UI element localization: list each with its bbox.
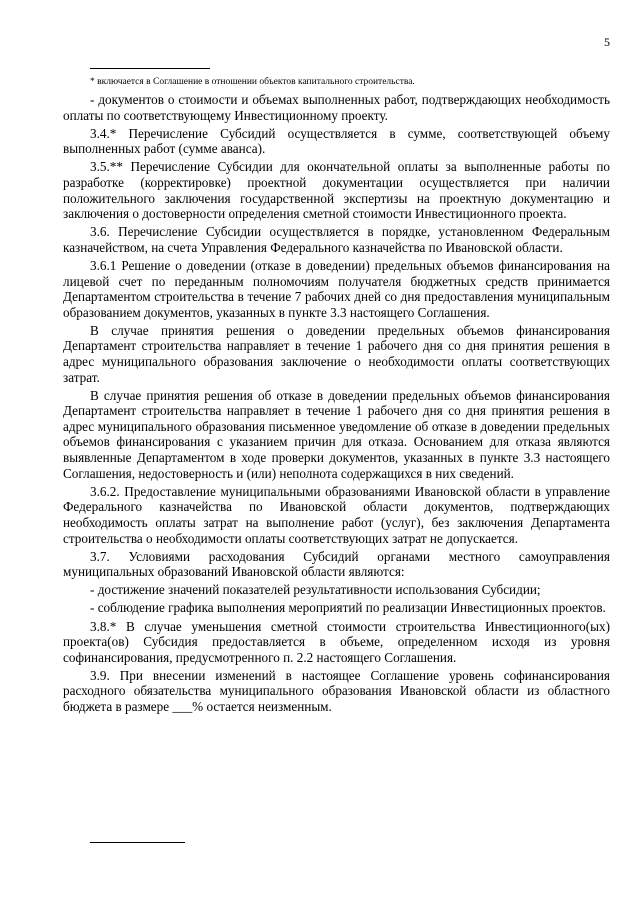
document-body xyxy=(63,92,610,717)
paragraph: В случае принятия решения об отказе в доведении предельных объемов финансирования Департамент строительства направляет в течение 1 рабочего дня со дня принятия решения в адрес муниципального образования письменное уведомление об отказе в доведении предельных объемов финансирования с указанием причин для отказа. Основанием для отказа являются выявленные Департаментом в ходе проверки документов, указанных в пункте 3.3 настоящего Соглашения, недостоверность и (или) неполнота содержащихся в них сведений. xyxy=(63,387,610,481)
paragraph: 3.9. При внесении изменений в настоящее Соглашение уровень софинансирования расходного обязательства муниципального образования Ивановской области из областного бюджета в размере ___% остается неизменным. xyxy=(63,667,610,714)
paragraph: - достижение значений показателей результативности использования Субсидии; xyxy=(90,582,541,598)
paragraph: 3.5.** Перечисление Субсидии для окончательной оплаты за выполненные работы по разработке (корректировке) проектной документации осуществляется при наличии положительного заключения государственной экспертизы на проектную документацию и заключения о достоверности определения сметной стоимости Инвестиционного проекта. xyxy=(63,159,610,222)
paragraph: - документов о стоимости и объемах выполненных работ, подтверждающих необходимость оплаты по соответствующему Инвестиционному проекту. xyxy=(63,92,610,123)
paragraph: 3.8.* В случае уменьшения сметной стоимости строительства Инвестиционного(ых) проекта(ов) Субсидия предоставляется в объеме, определенном исходя из уровня софинансирования, предусмотренного п. 2.2 настоящего Соглашения. xyxy=(63,618,610,665)
paragraph: 3.7. Условиями расходования Субсидий органами местного самоуправления муниципальных образований Ивановской области являются: xyxy=(63,548,610,580)
footnote: * включается в Соглашение в отношении объектов капитального строительства. xyxy=(90,77,415,87)
paragraph: 3.6. Перечисление Субсидии осуществляется в порядке, установленном Федеральным казначейством, на счета Управления Федерального казначейства по Ивановской области. xyxy=(63,224,610,255)
page-number: 5 xyxy=(604,35,610,49)
paragraph: - соблюдение графика выполнения мероприятий по реализации Инвестиционных проектов. xyxy=(90,600,606,616)
paragraph: В случае принятия решения о доведении предельных объемов финансирования Департамент строительства направляет в течение 1 рабочего дня со дня принятия решения в адрес муниципального образования заключение о необходимости оплаты соответствующих затрат. xyxy=(63,322,610,385)
paragraph: 3.4.* Перечисление Субсидий осуществляется в сумме, соответствующей объему выполненных работ (сумме аванса). xyxy=(63,125,610,157)
paragraph: 3.6.2. Предоставление муниципальными образованиями Ивановской области в управление Федерального казначейства по Ивановской области документов, подтверждающих необходимость оплаты затрат на выполнение работ (услуг), без заключения Департамента строительства о необходимости оплаты соответствующих затрат не допускается. xyxy=(63,483,610,546)
footnote-divider xyxy=(90,68,210,69)
bottom-divider xyxy=(90,842,185,843)
paragraph: 3.6.1 Решение о доведении (отказе в доведении) предельных объемов финансирования на лицевой счет по переданным полномочиям получателя бюджетных средств принимается Департаментом строительства в течение 7 рабочих дней со дня предоставления муниципальным образованием документов, указанных в пункте 3.3 настоящего Соглашения. xyxy=(63,257,610,320)
